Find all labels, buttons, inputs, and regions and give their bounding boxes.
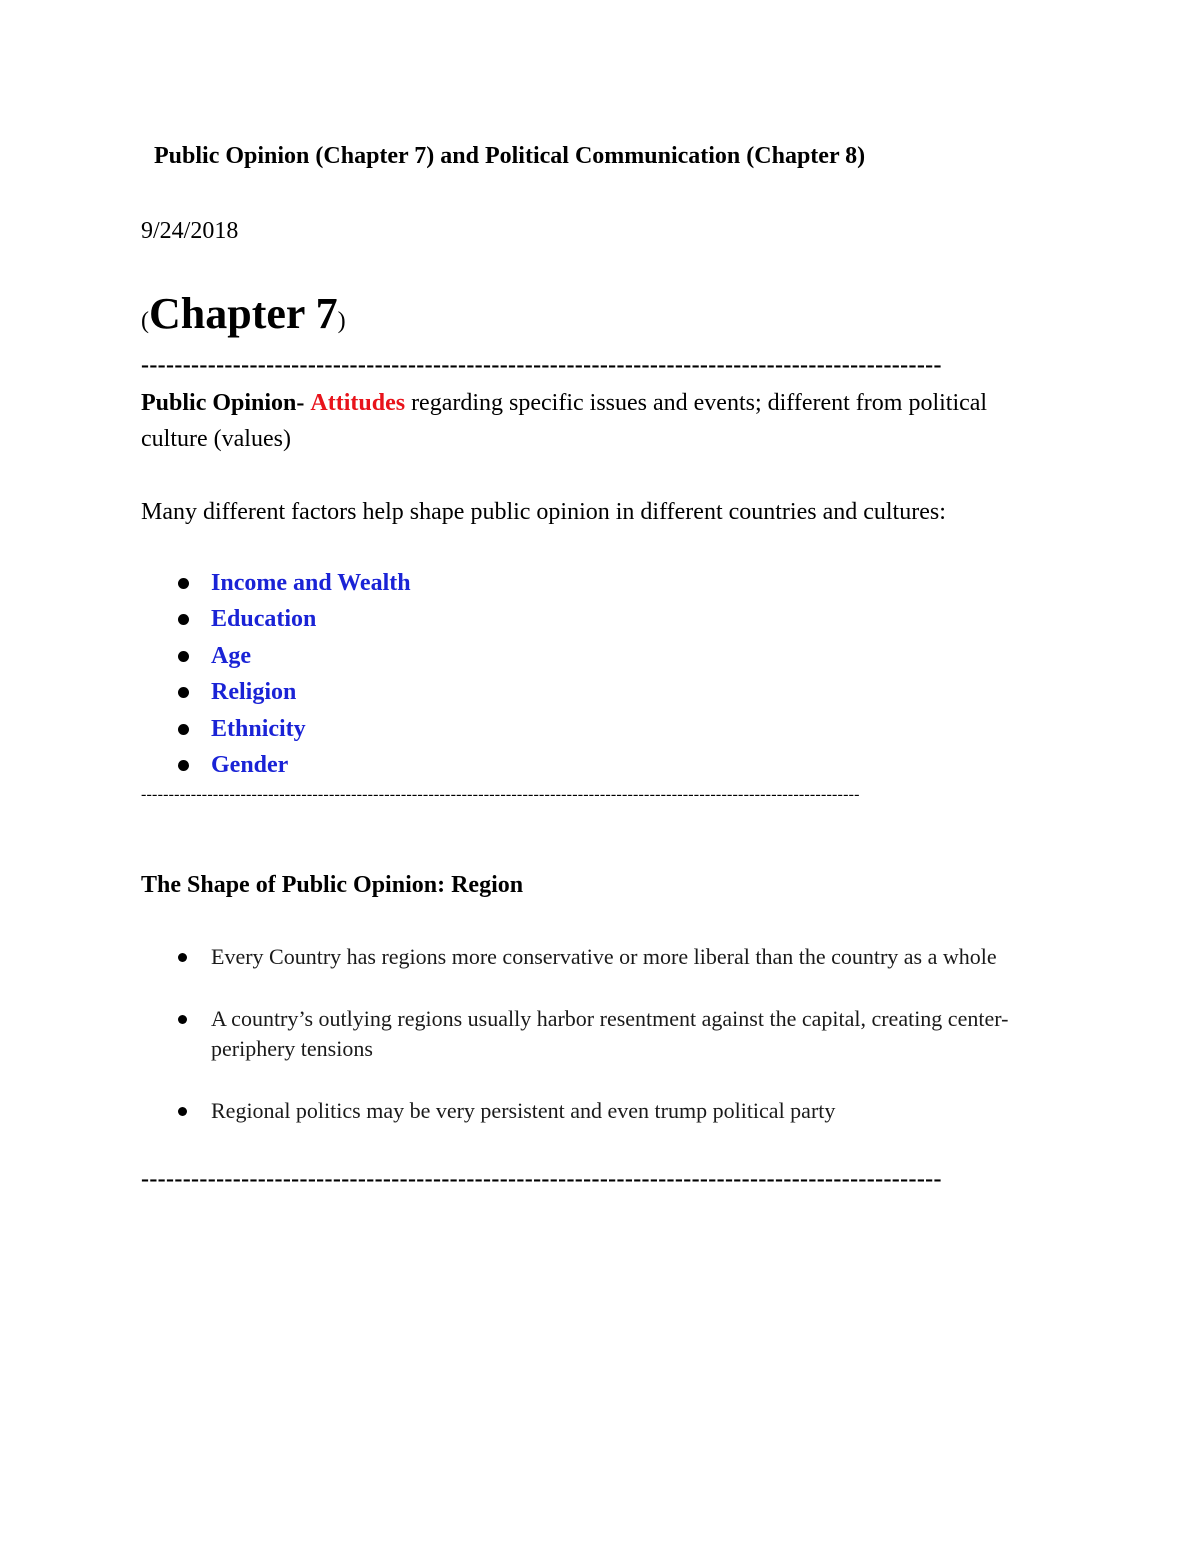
divider-middle: ---------------------------------------------------------------------------------------------------------------------------------- <box>141 786 860 803</box>
chapter-open-paren: ( <box>141 308 149 334</box>
region-point <box>178 1004 1078 1064</box>
factor-label: Age <box>211 642 251 669</box>
factor-item <box>178 565 411 601</box>
factor-item <box>178 638 411 674</box>
factor-label: Gender <box>211 751 289 778</box>
definition-paragraph <box>141 385 1041 457</box>
factor-item <box>178 601 411 637</box>
region-list <box>178 942 1078 1158</box>
chapter-close-paren: ) <box>337 308 346 334</box>
bullet-icon <box>178 687 189 698</box>
factor-item <box>178 747 411 783</box>
region-heading: The Shape of Public Opinion: Region <box>141 872 524 898</box>
bullet-icon <box>178 1107 187 1116</box>
factor-list <box>178 565 411 783</box>
region-point <box>178 1096 1078 1126</box>
factor-label: Religion <box>211 679 297 706</box>
divider-bottom: ------------------------------------------------------------------------------------------------ <box>141 1166 942 1192</box>
region-point-text: A country’s outlying regions usually harbor resentment against the capital, creating center-periphery tensions <box>211 1006 1009 1061</box>
document-date: 9/24/2018 <box>141 218 239 244</box>
bullet-icon <box>178 651 189 662</box>
chapter-heading <box>141 289 346 338</box>
divider-top: ------------------------------------------------------------------------------------------------ <box>141 352 942 378</box>
bullet-icon <box>178 953 187 962</box>
factor-item <box>178 674 411 710</box>
factor-label: Education <box>211 606 317 633</box>
region-point <box>178 942 1078 972</box>
region-point-text: Regional politics may be very persistent and even trump political party <box>211 1098 836 1123</box>
factor-label: Income and Wealth <box>211 570 411 596</box>
document-title: Public Opinion (Chapter 7) and Political Communication (Chapter 8) <box>154 143 866 169</box>
factor-label: Ethnicity <box>211 715 306 742</box>
bullet-icon <box>178 760 189 771</box>
bullet-icon <box>178 724 189 735</box>
definition-term: Public Opinion- <box>141 390 305 416</box>
factors-intro: Many different factors help shape public opinion in different countries and cultures: <box>141 499 946 525</box>
chapter-heading-text: Chapter 7 <box>149 289 338 338</box>
bullet-icon <box>178 1015 187 1024</box>
bullet-icon <box>178 614 189 625</box>
bullet-icon <box>178 578 189 589</box>
definition-rest: regarding specific issues and events; different from political culture (values) <box>141 390 988 452</box>
factor-item <box>178 711 411 747</box>
region-point-text: Every Country has regions more conservative or more liberal than the country as a whole <box>211 944 997 969</box>
definition-highlight: Attitudes <box>310 390 406 416</box>
